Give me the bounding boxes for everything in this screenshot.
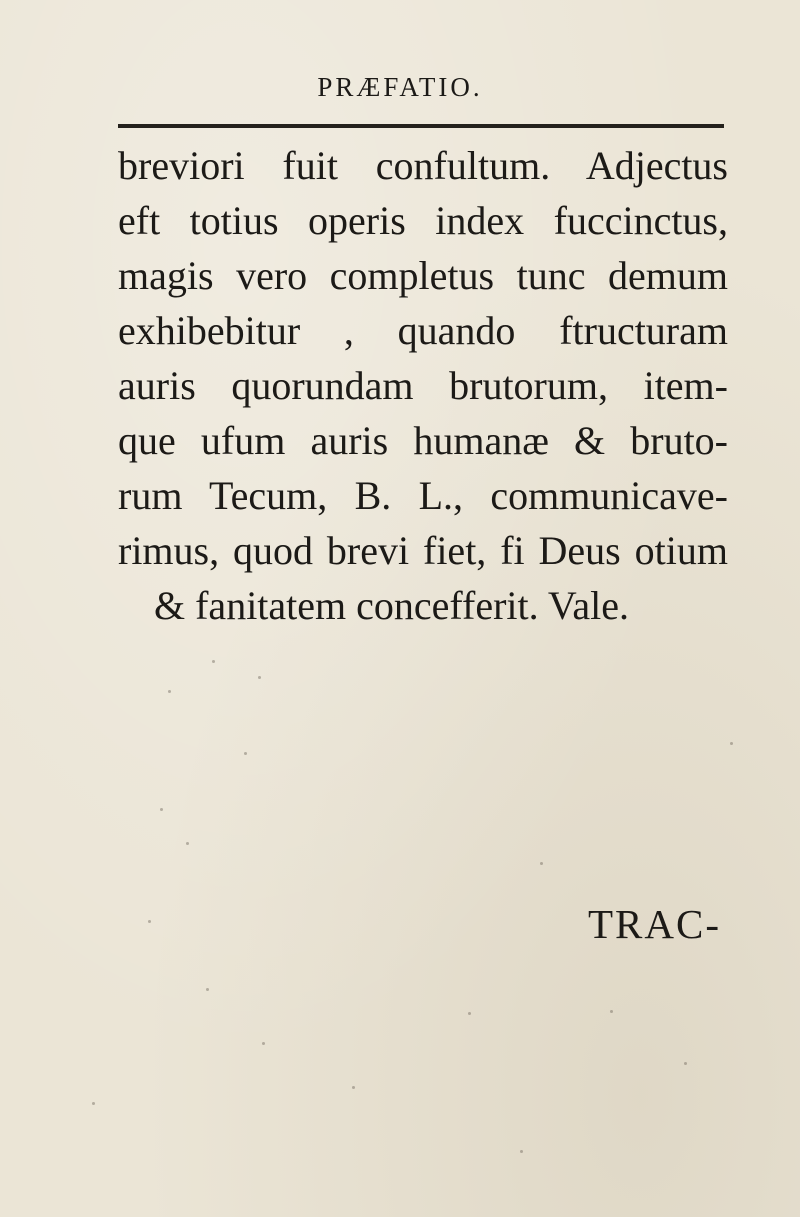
paper-speck	[168, 690, 171, 693]
body-text	[118, 138, 728, 633]
paper-speck	[262, 1042, 265, 1045]
paper-speck	[540, 862, 543, 865]
paper-speck	[684, 1062, 687, 1065]
paper-speck	[258, 676, 261, 679]
paper-speck	[730, 742, 733, 745]
text-line: auris quorundam brutorum, item-	[118, 363, 728, 408]
running-title: PRÆFATIO.	[317, 72, 483, 102]
text-line: que ufum auris humanæ & bruto-	[118, 418, 728, 463]
text-line-last: & fanitatem concefferit. Vale.	[154, 583, 629, 628]
paper-speck	[520, 1150, 523, 1153]
text-line: breviori fuit confultum. Adjectus	[118, 143, 728, 188]
text-line: exhibebitur , quando ftructuram	[118, 308, 728, 353]
paper-speck	[610, 1010, 613, 1013]
text-line: magis vero completus tunc demum	[118, 253, 728, 298]
paper-speck	[352, 1086, 355, 1089]
paper-speck	[92, 1102, 95, 1105]
paper-speck	[244, 752, 247, 755]
catchword: TRAC-	[588, 901, 721, 947]
paper-speck	[186, 842, 189, 845]
text-line: rum Tecum, B. L., communicave-	[118, 473, 728, 518]
paper-speck	[212, 660, 215, 663]
paper-speck	[468, 1012, 471, 1015]
paper-speck	[148, 920, 151, 923]
text-line: eft totius operis index fuccinctus,	[118, 198, 728, 243]
header-rule	[118, 124, 724, 128]
paper-speck	[206, 988, 209, 991]
text-line: rimus, quod brevi fiet, fi Deus otium	[118, 528, 728, 573]
paper-speck	[160, 808, 163, 811]
